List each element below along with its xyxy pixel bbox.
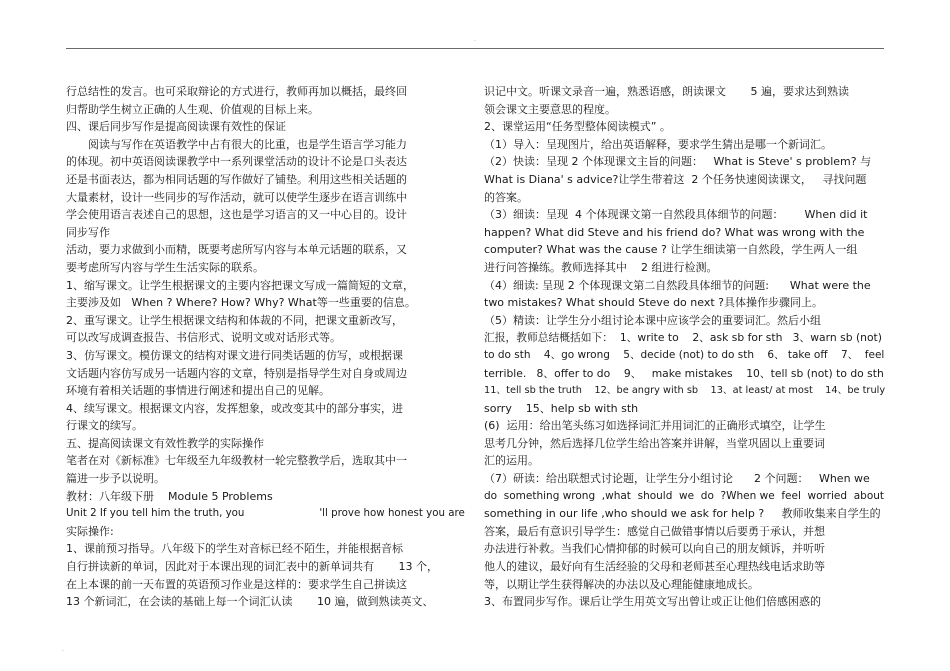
text-line: 可以改写成调查报告、书信形式、说明文或对话形式等。 [66, 331, 341, 345]
text-line: 汇报，教师总结概括如下： 1、write to 2、ask sb for sth 3、warn sb (not) [484, 331, 882, 345]
text-line: Unit 2 If you tell him the truth, you 'll prove how honest you are [66, 507, 465, 520]
text-line: (6) 运用：给出笔头练习如选择词汇并用词汇的正确形式填空，让学生 [484, 419, 826, 433]
text-line: to do sth 4、go wrong 5、decide (not) to do sth 6、 take off 7、 feel [484, 348, 885, 361]
text-line: 1、缩写课文。让学生根据课文的主要内容把课文写成一篇简短的文章， [66, 278, 414, 292]
text-line: 在上本课的前一天布置的英语预习作业是这样的：要求学生自己拼读这 [66, 577, 407, 591]
text-line: 行课文的续写。 [66, 419, 143, 433]
text-line: 答案，最后有意识引导学生：感觉自己做错事情以后要勇于承认，并想 [484, 524, 825, 538]
text-line: 1、课前预习指导。八年级下的学生对音标已经不陌生，并能根据音标 [66, 542, 403, 556]
text-line: 识记中文。听课文录音一遍，熟悉语感，朗读课文 5 遍，要求达到熟读 [484, 85, 849, 98]
text-line: happen? What did Steve and his friend do? What was wrong with the [484, 225, 865, 239]
text-line: 自行拼读新的单词，因此对于本课出现的词汇表中的新单词共有 13 个， [66, 560, 438, 574]
text-line: 活动，要力求做到小而精，既要考虑所写内容与本单元话题的联系，又 [66, 243, 407, 257]
header-rule [66, 48, 884, 49]
text-line: 归帮助学生树立正确的人生观、价值观的目标上来。 [66, 102, 319, 116]
text-line: 行总结性的发言。也可采取辩论的方式进行，教师再加以概括，最终回 [66, 85, 407, 98]
text-line: 大量素材，设计一些同步的写作活动，就可以使学生逐步在语言训练中 [66, 190, 407, 204]
text-line: sorry 15、help sb with sth [484, 401, 639, 415]
text-line: 阅读与写作在英语教学中占有很大的比重，也是学生语言学习能力 [88, 137, 407, 151]
text-line: 办法进行补救。当我们心情抑郁的时候可以向自己的朋友倾诉，并听听 [484, 542, 825, 556]
text-line: 篇进一步予以说明。 [66, 472, 165, 486]
text-line: 实际操作: [66, 524, 114, 538]
text-line: two mistakes? What should Steve do next ?具体操作步骤同上。 [484, 296, 823, 310]
text-line: （3）细读：呈现 4 个体现课文第一自然段具体细节的问题： When did it [484, 208, 868, 222]
text-line: 的体现。初中英语阅读课教学中一系列课堂活动的设计不论是口头表达 [66, 155, 407, 169]
text-line: 2、重写课文。让学生根据课文结构和体裁的不同，把课文重新改写， [66, 313, 403, 327]
right-column [484, 83, 888, 611]
text-line: 环境有着相关话题的事情进行阐述和提出自己的见解。 [66, 384, 330, 398]
text-line: 四、课后同步写作是提高阅读课有效性的保证 [66, 120, 286, 134]
text-line: 五、提高阅读课文有效性教学的实际操作 [66, 436, 264, 450]
text-line: 要考虑所写内容与学生生活实际的联系。 [66, 260, 264, 274]
text-line: 等，以期让学生获得解决的办法以及心理能健康地成长。 [484, 577, 759, 591]
text-line: 3、仿写课文。模仿课文的结构对课文进行同类话题的仿写，或根据课 [66, 348, 403, 362]
text-line: computer? What was the cause ? 让学生细读第一自然段，学生两人一组 [484, 243, 858, 257]
text-line: （1）导入：呈现图片，给出英语解释，要求学生猜出是哪一个新词汇。 [484, 137, 832, 151]
text-line: terrible. 8、offer to do 9、 make mistakes 10、tell sb (not) to do sth [484, 366, 884, 380]
text-line: 学会使用语言表述自己的思想，这也是学习语言的又一中心目的。设计 [66, 208, 407, 222]
text-line: （4）细读: 呈现 2 个体现课文第二自然段具体细节的问题: What were the [484, 278, 871, 292]
text-line: 同步写作 [66, 225, 110, 239]
text-line: do something wrong ,what should we do ?When we feel worried about [484, 489, 885, 502]
text-line: 领会课文主要意思的程度。 [484, 102, 616, 116]
text-line: What is Diana' s advice?让学生带着这 2 个任务快速阅读课文， 寻找问题 [484, 172, 867, 186]
text-line: 的答案。 [484, 190, 528, 204]
text-line: 3、布置同步写作。课后让学生用英文写出曾让或正让他们倍感困惑的 [484, 595, 821, 609]
left-column [66, 83, 466, 611]
text-line: 还是书面表达，都为相同话题的写作做好了铺垫。利用这些相关话题的 [66, 172, 407, 186]
page-mark-top: · [474, 38, 476, 45]
text-line: 11、tell sb the truth 12、be angry with sb 13、at least/ at most 14、be truly [484, 385, 886, 397]
text-line: 笔者在对《新标准》七年级至九年级教材一轮完整教学后，选取其中一 [66, 454, 407, 468]
text-line: （2）快读：呈现 2 个体现课文主旨的问题： What is Steve' s problem? 与 [484, 155, 872, 169]
text-line: 13 个新词汇，在会读的基础上每一个词汇认读 10 遍，做到熟读英文、 [66, 595, 434, 609]
text-line: 2、课堂运用“任务型整体阅读模式” 。 [484, 120, 671, 134]
text-line: 主要涉及如 When ? Where? How? Why? What等一些重要的信息。 [66, 296, 416, 310]
text-line: something in our life ,who should we ask for help ? 教师收集来自学生的 [484, 507, 881, 521]
text-line: （5）精读：让学生分小组讨论本课中应该学会的重要词汇。然后小组 [484, 313, 821, 327]
text-line: 4、续写课文。根据课文内容，发挥想象，或改变其中的部分事实，进 [66, 401, 403, 415]
text-line: 他人的建议，最好向有生活经验的父母和老师甚至心理热线电话求助等 [484, 560, 825, 574]
page-mark-bottom: · [62, 648, 64, 655]
text-line: （7）研读：给出联想式讨论题，让学生分小组讨论 2 个问题： When we [484, 472, 870, 486]
text-line: 思考几分钟，然后选择几位学生给出答案并讲解，当堂巩固以上重要词 [484, 436, 825, 450]
text-line: 教材：八年级下册 Module 5 Problems [66, 489, 273, 503]
text-line: 进行问答操练。教师选择其中 2 组进行检测。 [484, 260, 718, 274]
text-line: 汇的运用。 [484, 454, 539, 468]
text-line: 文话题内容仿写成另一话题内容的文章，特别是指导学生对自身或周边 [66, 366, 407, 380]
